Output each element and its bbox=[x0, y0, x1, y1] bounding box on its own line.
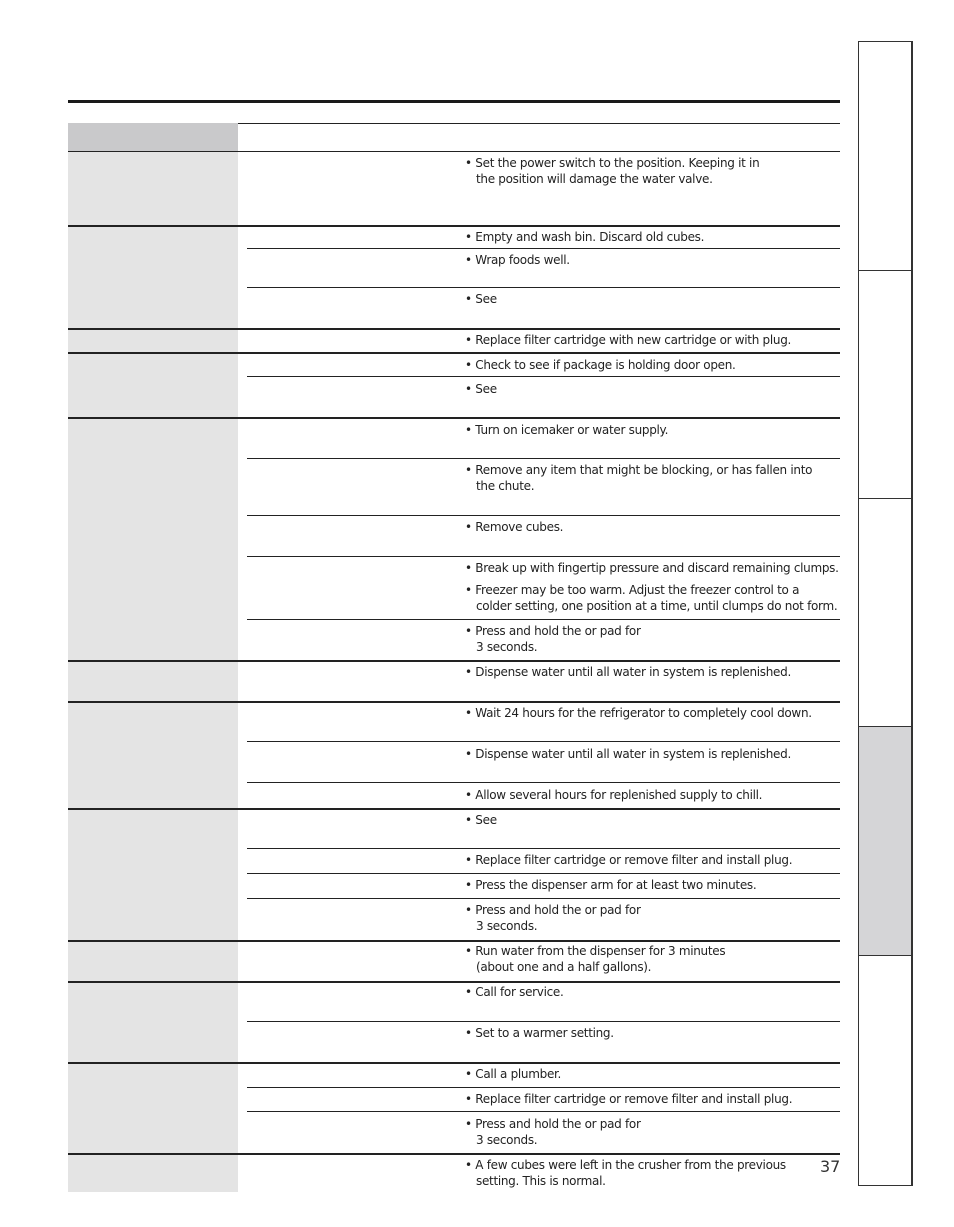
row-divider bbox=[68, 1062, 840, 1064]
solution-cell bbox=[465, 519, 827, 535]
sub-row-divider bbox=[247, 1087, 840, 1088]
solution-text: • Break up with fingertip pressure and discard remaining clumps. bbox=[465, 561, 839, 575]
solution-text: • Press and hold the or pad for bbox=[465, 903, 641, 917]
section-tab-3[interactable] bbox=[859, 499, 911, 727]
solution-cell bbox=[465, 1025, 827, 1041]
solution-bullet bbox=[465, 746, 827, 762]
solution-bullet bbox=[465, 1116, 827, 1148]
solution-cell bbox=[465, 623, 827, 655]
solution-text: 3 seconds. bbox=[476, 640, 538, 654]
solution-cell bbox=[465, 252, 827, 268]
section-tab-troubleshooting[interactable] bbox=[859, 727, 911, 956]
row-divider bbox=[68, 328, 840, 330]
solution-text: • Press the dispenser arm for at least two minutes. bbox=[465, 878, 757, 892]
solution-text: colder setting, one position at a time, until clumps do not form. bbox=[476, 599, 838, 613]
solution-text: • Wrap foods well. bbox=[465, 253, 570, 267]
solution-text: • Set to a warmer setting. bbox=[465, 1026, 614, 1040]
solution-bullet bbox=[465, 291, 827, 307]
section-tabs bbox=[858, 41, 913, 1186]
solution-text: setting. This is normal. bbox=[476, 1174, 606, 1188]
solution-cell bbox=[465, 852, 827, 868]
solution-cell bbox=[465, 155, 827, 187]
problem-column bbox=[68, 151, 238, 1192]
section-tab-2[interactable] bbox=[859, 271, 911, 499]
solution-bullet bbox=[465, 812, 827, 828]
solution-text: • Call for service. bbox=[465, 985, 564, 999]
solution-text: • Empty and wash bin. Discard old cubes. bbox=[465, 230, 705, 244]
solution-cell bbox=[465, 1066, 827, 1082]
solution-cell bbox=[465, 705, 827, 721]
row-divider bbox=[68, 225, 840, 227]
solution-text: • Call a plumber. bbox=[465, 1067, 562, 1081]
solution-text: • See bbox=[465, 292, 497, 306]
solution-text: • A few cubes were left in the crusher from the previous bbox=[465, 1158, 786, 1172]
solution-bullet bbox=[465, 1066, 827, 1082]
solution-text: 3 seconds. bbox=[476, 1133, 538, 1147]
sub-row-divider bbox=[247, 848, 840, 849]
solution-text: • Press and hold the or pad for bbox=[465, 1117, 641, 1131]
solution-bullet bbox=[465, 1025, 827, 1041]
solution-text: • Dispense water until all water in system is replenished. bbox=[465, 747, 791, 761]
solution-text: • Remove cubes. bbox=[465, 520, 564, 534]
solution-text: 3 seconds. bbox=[476, 919, 538, 933]
solution-text: • Remove any item that might be blocking, or has fallen into bbox=[465, 463, 813, 477]
solution-bullet bbox=[465, 902, 827, 934]
sub-row-divider bbox=[247, 1021, 840, 1022]
solution-bullet bbox=[465, 519, 827, 535]
solution-bullet bbox=[465, 852, 827, 868]
solution-cell bbox=[465, 787, 827, 803]
header-bottom-rule bbox=[68, 151, 840, 152]
solution-text: • Wait 24 hours for the refrigerator to completely cool down. bbox=[465, 706, 812, 720]
solution-bullet bbox=[465, 560, 839, 576]
sub-row-divider bbox=[247, 782, 840, 783]
row-divider bbox=[68, 940, 840, 942]
solution-text: the chute. bbox=[476, 479, 535, 493]
solution-text: • Replace filter cartridge or remove filter and install plug. bbox=[465, 1092, 793, 1106]
solution-bullet bbox=[465, 664, 827, 680]
solution-bullet bbox=[465, 422, 827, 438]
row-divider bbox=[68, 417, 840, 419]
solution-bullet bbox=[465, 787, 827, 803]
solution-cell bbox=[465, 877, 827, 893]
sub-row-divider bbox=[247, 556, 840, 557]
solution-text: • Set the power switch to the position. Keeping it in bbox=[465, 156, 760, 170]
solution-cell bbox=[465, 1116, 827, 1148]
solution-text: • Allow several hours for replenished supply to chill. bbox=[465, 788, 763, 802]
solution-text: • Press and hold the or pad for bbox=[465, 624, 641, 638]
solution-text: • See bbox=[465, 813, 497, 827]
solution-text: • Replace filter cartridge with new cartridge or with plug. bbox=[465, 333, 792, 347]
solution-bullet bbox=[465, 252, 827, 268]
solution-text: • Dispense water until all water in system is replenished. bbox=[465, 665, 791, 679]
solution-text: • Replace filter cartridge or remove filter and install plug. bbox=[465, 853, 793, 867]
section-tab-5[interactable] bbox=[859, 956, 911, 1187]
solution-cell bbox=[465, 332, 827, 348]
solution-bullet bbox=[465, 332, 827, 348]
sub-row-divider bbox=[247, 619, 840, 620]
solution-bullet bbox=[465, 229, 827, 245]
solution-cell bbox=[465, 462, 827, 494]
solution-bullet bbox=[465, 381, 827, 397]
solution-cell bbox=[465, 422, 827, 438]
row-divider bbox=[68, 660, 840, 662]
sub-row-divider bbox=[247, 898, 840, 899]
solution-cell bbox=[465, 1091, 827, 1107]
solution-bullet bbox=[465, 943, 827, 975]
row-divider bbox=[68, 701, 840, 703]
solution-bullet bbox=[465, 155, 827, 187]
solution-cell bbox=[465, 984, 827, 1000]
solution-cell bbox=[465, 943, 827, 975]
solution-text: the position will damage the water valve. bbox=[476, 172, 713, 186]
sub-row-divider bbox=[247, 873, 840, 874]
solution-cell bbox=[465, 1157, 827, 1189]
solution-cell bbox=[465, 560, 839, 614]
row-divider bbox=[68, 352, 840, 354]
solution-bullet bbox=[465, 357, 827, 373]
solution-bullet bbox=[465, 462, 827, 494]
solution-bullet bbox=[465, 582, 838, 614]
solution-cell bbox=[465, 381, 827, 397]
sub-row-divider bbox=[247, 1111, 840, 1112]
sub-row-divider bbox=[247, 287, 840, 288]
sub-row-divider bbox=[247, 741, 840, 742]
row-divider bbox=[68, 1153, 840, 1155]
solution-text: • Turn on icemaker or water supply. bbox=[465, 423, 669, 437]
solution-text: (about one and a half gallons). bbox=[476, 960, 652, 974]
solution-cell bbox=[465, 357, 827, 373]
solution-bullet bbox=[465, 1091, 827, 1107]
solution-bullet bbox=[465, 984, 827, 1000]
page-top-rule bbox=[68, 100, 840, 103]
solution-cell bbox=[465, 664, 827, 680]
sub-row-divider bbox=[247, 248, 840, 249]
solution-cell bbox=[465, 746, 827, 762]
solution-cell bbox=[465, 812, 827, 828]
page-number: 37 bbox=[820, 1157, 841, 1176]
solution-bullet bbox=[465, 623, 827, 655]
solution-text: • See bbox=[465, 382, 497, 396]
solution-text: • Run water from the dispenser for 3 minutes bbox=[465, 944, 726, 958]
solution-cell bbox=[465, 229, 827, 245]
section-tab-1[interactable] bbox=[859, 42, 911, 271]
solution-bullet bbox=[465, 877, 827, 893]
solution-cell bbox=[465, 902, 827, 934]
sub-row-divider bbox=[247, 458, 840, 459]
solution-bullet bbox=[465, 705, 827, 721]
solution-bullet bbox=[465, 1157, 827, 1189]
row-divider bbox=[68, 808, 840, 810]
sub-row-divider bbox=[247, 515, 840, 516]
row-divider bbox=[68, 981, 840, 983]
table-header-cell bbox=[68, 123, 238, 151]
solution-text: • Check to see if package is holding door open. bbox=[465, 358, 736, 372]
header-top-rule bbox=[238, 123, 840, 124]
solution-text: • Freezer may be too warm. Adjust the freezer control to a bbox=[465, 583, 800, 597]
sub-row-divider bbox=[247, 376, 840, 377]
solution-cell bbox=[465, 291, 827, 307]
